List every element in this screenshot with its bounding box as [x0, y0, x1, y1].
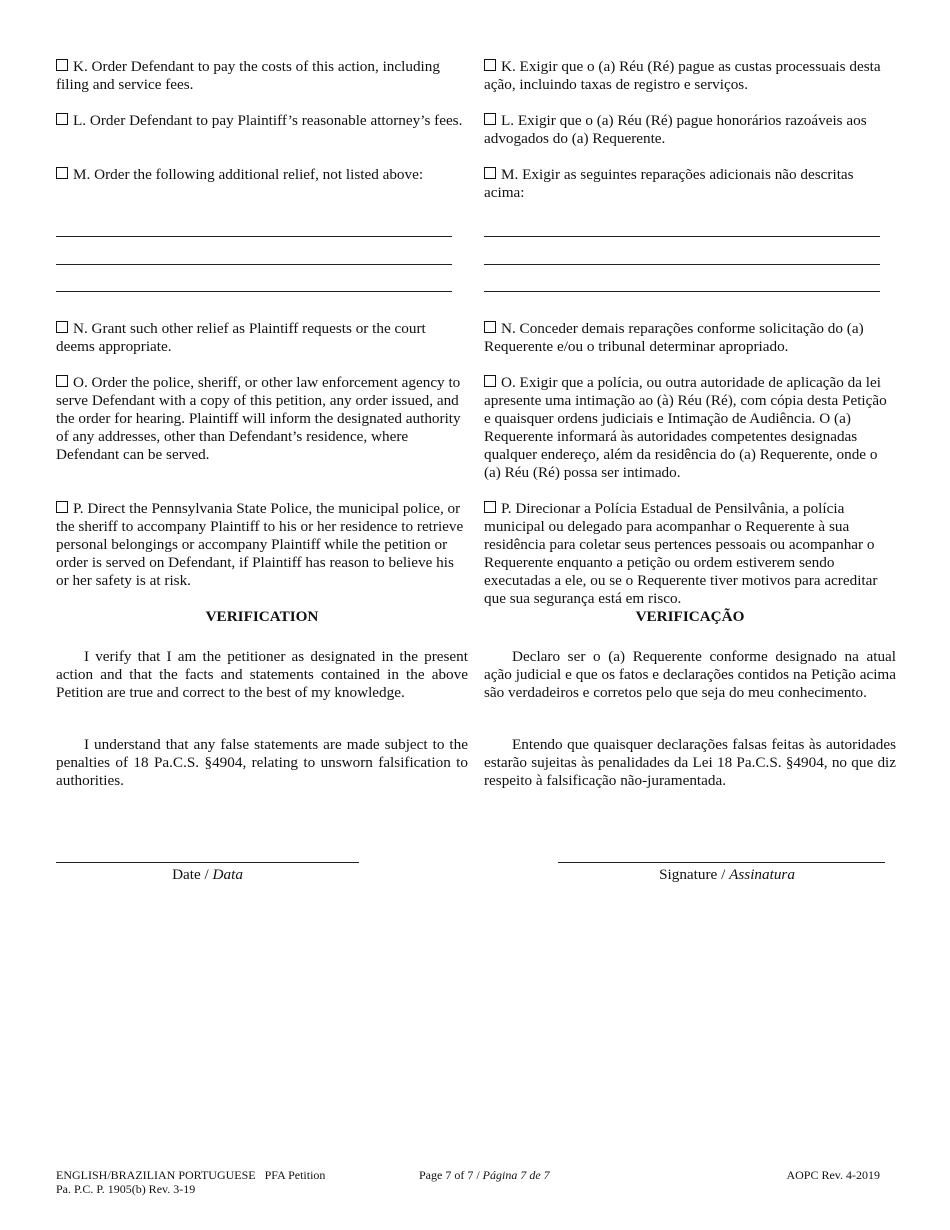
verification-para-1-en: I verify that I am the petitioner as designated in the present action and that the facts and statements contained in the above Petition are true and correct to the best of my knowledge. — [56, 648, 468, 701]
footer-page-pt: Página 7 de 7 — [482, 1168, 550, 1182]
item-o-pt-text: O. Exigir que a polícia, ou outra autoridade de aplicação da lei apresente uma intimação ao (à) Réu (Ré), com cópia desta Petição e quaisquer ordens judiciais e Intimação de Audiência. O (a) Requerente informará às autoridades competentes designadas qualquer endereço, além da residência do (a) Requerente, onde o (a) Réu (Ré) possa ser intimado. — [484, 374, 887, 481]
blank-line-1-pt[interactable] — [484, 236, 880, 237]
item-n-pt — [484, 320, 896, 356]
blank-line-3-pt[interactable] — [484, 291, 880, 292]
item-m-en — [56, 166, 468, 184]
verification-para-2-en: I understand that any false statements are made subject to the penalties of 18 Pa.C.S. §4904, relating to unsworn falsification to authorities. — [56, 736, 468, 789]
checkbox-o-en[interactable] — [56, 375, 68, 387]
blank-line-1-en[interactable] — [56, 236, 452, 237]
item-o-en-text: O. Order the police, sheriff, or other law enforcement agency to serve Defendant with a copy of this petition, any order issued, and the order for hearing. Plaintiff will inform the designated authority of any addresses, other than Defendant’s residence, where Defendant can be served. — [56, 374, 461, 463]
checkbox-m-en[interactable] — [56, 167, 68, 179]
checkbox-p-pt[interactable] — [484, 501, 496, 513]
checkbox-m-pt[interactable] — [484, 167, 496, 179]
footer-form-name: PFA Petition — [264, 1168, 326, 1182]
footer-revision: AOPC Rev. 4-2019 — [786, 1168, 880, 1182]
item-m-en-text: M. Order the following additional relief, not listed above: — [73, 166, 424, 183]
item-p-en-text: P. Direct the Pennsylvania State Police, the municipal police, or the sheriff to accompany Plaintiff to his or her residence to retrieve personal belongings or accompany Plaintiff while the petition or order is served on Defendant, if Plaintiff has reason to believe his or her safety is at risk. — [56, 500, 464, 589]
blank-line-3-en[interactable] — [56, 291, 452, 292]
date-label — [56, 866, 359, 884]
signature-label-pt: Assinatura — [729, 866, 795, 883]
item-k-pt — [484, 58, 896, 94]
item-o-en — [56, 374, 468, 464]
verification-para-2-pt: Entendo que quaisquer declarações falsas feitas às autoridades estarão sujeitas às penalidades da Lei 18 Pa.C.S. §4904, no que diz respeito à falsificação não-juramentada. — [484, 736, 896, 789]
item-k-en — [56, 58, 468, 94]
verification-para-1-pt: Declaro ser o (a) Requerente conforme designado na atual ação judicial e que os fatos e declarações contidos na Petição acima são verdadeiros e corretos pelo que seja do meu conhecimento. — [484, 648, 896, 701]
date-label-pt: Data — [212, 866, 243, 883]
verification-heading-en: VERIFICATION — [205, 608, 319, 625]
item-o-pt — [484, 374, 896, 482]
item-n-en-text: N. Grant such other relief as Plaintiff requests or the court deems appropriate. — [56, 320, 426, 355]
signature-label-en: Signature / — [659, 866, 726, 883]
item-p-en — [56, 500, 468, 590]
checkbox-l-en[interactable] — [56, 113, 68, 125]
blank-line-2-pt[interactable] — [484, 264, 880, 265]
item-p-pt-text: P. Direcionar a Polícia Estadual de Pensilvânia, a polícia municipal ou delegado para acompanhar o Requerente à sua residência para coletar seus pertences pessoais ou acompanhar o Requerente enquanto a petição ou ordem estiverem sendo executadas a ele, ou se o Requerente tiver motivos para acreditar que sua segurança está em risco. — [484, 500, 878, 607]
checkbox-o-pt[interactable] — [484, 375, 496, 387]
checkbox-n-en[interactable] — [56, 321, 68, 333]
item-n-pt-text: N. Conceder demais reparações conforme solicitação do (a) Requerente e/ou o tribunal determinar apropriado. — [484, 320, 864, 355]
checkbox-k-en[interactable] — [56, 59, 68, 71]
item-m-pt — [484, 166, 896, 202]
footer-page-number — [419, 1168, 619, 1182]
item-p-pt — [484, 500, 896, 608]
footer-rule: Pa. P.C. P. 1905(b) Rev. 3-19 — [56, 1182, 196, 1196]
signature-line[interactable] — [558, 862, 885, 863]
item-k-pt-text: K. Exigir que o (a) Réu (Ré) pague as custas processuais desta ação, incluindo taxas de registro e serviços. — [484, 58, 881, 93]
signature-label — [558, 866, 896, 884]
checkbox-n-pt[interactable] — [484, 321, 496, 333]
item-n-en — [56, 320, 468, 356]
item-l-en-text: L. Order Defendant to pay Plaintiff’s reasonable attorney’s fees. — [73, 112, 463, 129]
checkbox-l-pt[interactable] — [484, 113, 496, 125]
item-m-pt-text: M. Exigir as seguintes reparações adicionais não descritas acima: — [484, 166, 854, 201]
date-label-en: Date / — [172, 866, 209, 883]
date-line[interactable] — [56, 862, 359, 863]
verification-heading-pt: VERIFICAÇÃO — [635, 608, 745, 625]
item-k-en-text: K. Order Defendant to pay the costs of this action, including filing and service fees. — [56, 58, 440, 93]
item-l-pt-text: L. Exigir que o (a) Réu (Ré) pague honorários razoáveis aos advogados do (a) Requerente. — [484, 112, 867, 147]
footer-form-lang: ENGLISH/BRAZILIAN PORTUGUESE — [56, 1168, 256, 1182]
item-l-en — [56, 112, 468, 130]
checkbox-p-en[interactable] — [56, 501, 68, 513]
footer-page-en: Page 7 of 7 / — [419, 1168, 480, 1182]
blank-line-2-en[interactable] — [56, 264, 452, 265]
item-l-pt — [484, 112, 896, 148]
footer-form-id — [56, 1168, 396, 1196]
checkbox-k-pt[interactable] — [484, 59, 496, 71]
